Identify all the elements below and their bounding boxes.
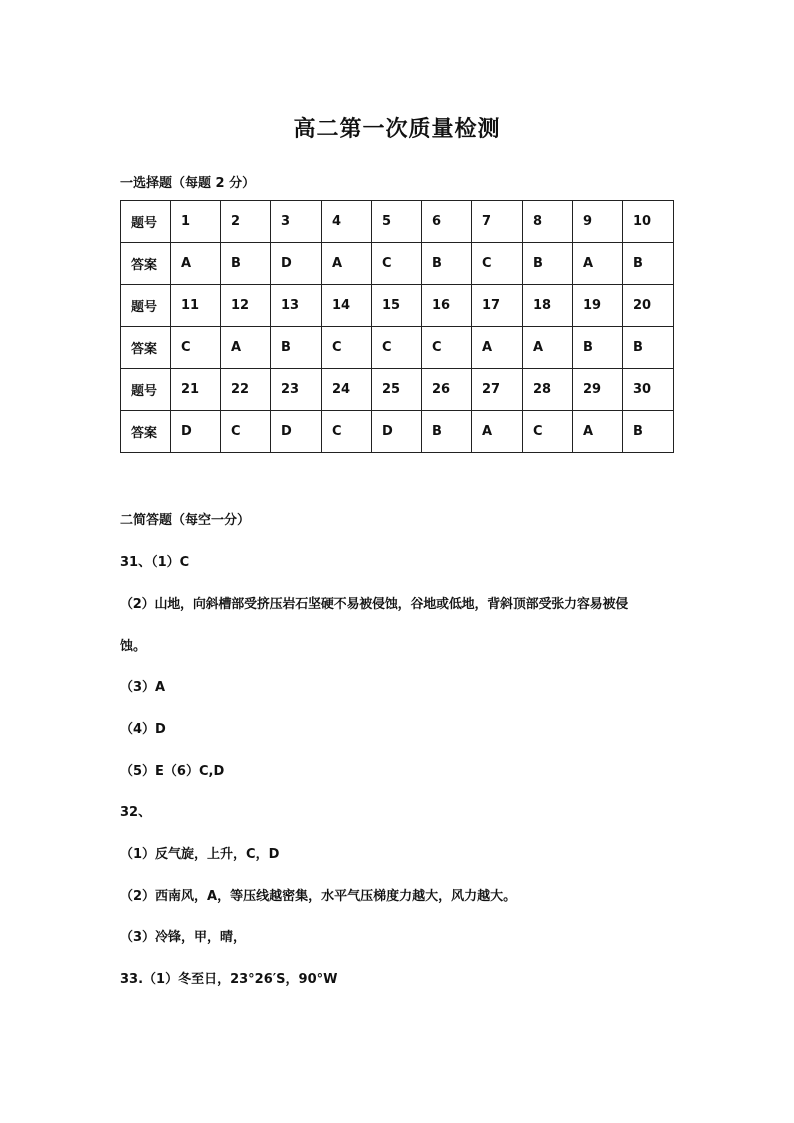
answer-line: 33.（1）冬至日，23°26′S，90°W: [120, 972, 338, 987]
section-heading-short-answer: 二简答题（每空一分）: [120, 513, 251, 528]
page-title: 高二第一次质量检测: [293, 117, 501, 142]
table-cell: C: [422, 327, 472, 369]
answer-line: （5）E（6）C,D: [120, 764, 225, 779]
table-cell: C: [322, 411, 372, 453]
table-cell: 1: [171, 201, 221, 243]
answer-line: （3）A: [120, 680, 166, 695]
table-cell: C: [221, 411, 271, 453]
answer-line: （4）D: [120, 722, 166, 737]
table-cell: 22: [221, 369, 271, 411]
table-cell: 3: [271, 201, 322, 243]
table-row: [121, 411, 674, 453]
table-cell: B: [623, 411, 674, 453]
row-header-cell: 答案: [121, 411, 171, 453]
table-cell: 9: [573, 201, 623, 243]
table-cell: 13: [271, 285, 322, 327]
table-cell: 4: [322, 201, 372, 243]
table-cell: 24: [322, 369, 372, 411]
answer-line: 31、（1）C: [120, 555, 190, 570]
table-cell: 27: [472, 369, 523, 411]
table-row: [121, 201, 674, 243]
answer-line: 蚀。: [120, 639, 147, 654]
table-cell: D: [271, 411, 322, 453]
table-cell: 18: [523, 285, 573, 327]
table-cell: B: [623, 243, 674, 285]
table-row: [121, 327, 674, 369]
table-cell: D: [171, 411, 221, 453]
row-header-cell: 题号: [121, 201, 171, 243]
table-cell: B: [573, 327, 623, 369]
table-cell: A: [573, 243, 623, 285]
table-cell: 8: [523, 201, 573, 243]
row-header-cell: 题号: [121, 369, 171, 411]
answer-line: （1）反气旋，上升，C，D: [120, 847, 280, 862]
answer-table: [120, 200, 674, 453]
answer-line: （2）西南风，A，等压线越密集，水平气压梯度力越大，风力越大。: [120, 889, 517, 904]
table-cell: B: [422, 243, 472, 285]
table-cell: 29: [573, 369, 623, 411]
table-cell: B: [221, 243, 271, 285]
answer-line: 32、: [120, 805, 152, 820]
table-cell: 11: [171, 285, 221, 327]
table-cell: 10: [623, 201, 674, 243]
table-cell: 14: [322, 285, 372, 327]
table-cell: B: [523, 243, 573, 285]
table-row: [121, 243, 674, 285]
table-cell: 25: [372, 369, 422, 411]
table-cell: B: [422, 411, 472, 453]
table-cell: 19: [573, 285, 623, 327]
row-header-cell: 答案: [121, 327, 171, 369]
table-cell: A: [573, 411, 623, 453]
table-cell: C: [372, 327, 422, 369]
table-cell: 20: [623, 285, 674, 327]
table-cell: A: [472, 327, 523, 369]
table-cell: A: [221, 327, 271, 369]
table-row: [121, 285, 674, 327]
table-cell: 2: [221, 201, 271, 243]
table-row: [121, 369, 674, 411]
table-cell: 5: [372, 201, 422, 243]
table-cell: 21: [171, 369, 221, 411]
table-cell: C: [523, 411, 573, 453]
table-cell: C: [472, 243, 523, 285]
table-cell: 30: [623, 369, 674, 411]
table-cell: 26: [422, 369, 472, 411]
table-cell: B: [623, 327, 674, 369]
section-heading-multiple-choice: 一选择题（每题 2 分）: [120, 176, 256, 191]
table-cell: A: [171, 243, 221, 285]
table-cell: 6: [422, 201, 472, 243]
table-cell: C: [372, 243, 422, 285]
table-cell: A: [322, 243, 372, 285]
table-cell: 28: [523, 369, 573, 411]
table-cell: 16: [422, 285, 472, 327]
row-header-cell: 答案: [121, 243, 171, 285]
table-cell: 7: [472, 201, 523, 243]
table-cell: 23: [271, 369, 322, 411]
row-header-cell: 题号: [121, 285, 171, 327]
table-cell: B: [271, 327, 322, 369]
table-cell: 12: [221, 285, 271, 327]
table-cell: 15: [372, 285, 422, 327]
answer-line: （3）冷锋，甲，晴，: [120, 930, 247, 945]
table-cell: A: [523, 327, 573, 369]
table-cell: C: [322, 327, 372, 369]
answer-line: （2）山地，向斜槽部受挤压岩石坚硬不易被侵蚀，谷地或低地，背斜顶部受张力容易被侵: [120, 597, 629, 612]
table-cell: 17: [472, 285, 523, 327]
table-cell: A: [472, 411, 523, 453]
table-cell: D: [372, 411, 422, 453]
table-cell: D: [271, 243, 322, 285]
table-cell: C: [171, 327, 221, 369]
